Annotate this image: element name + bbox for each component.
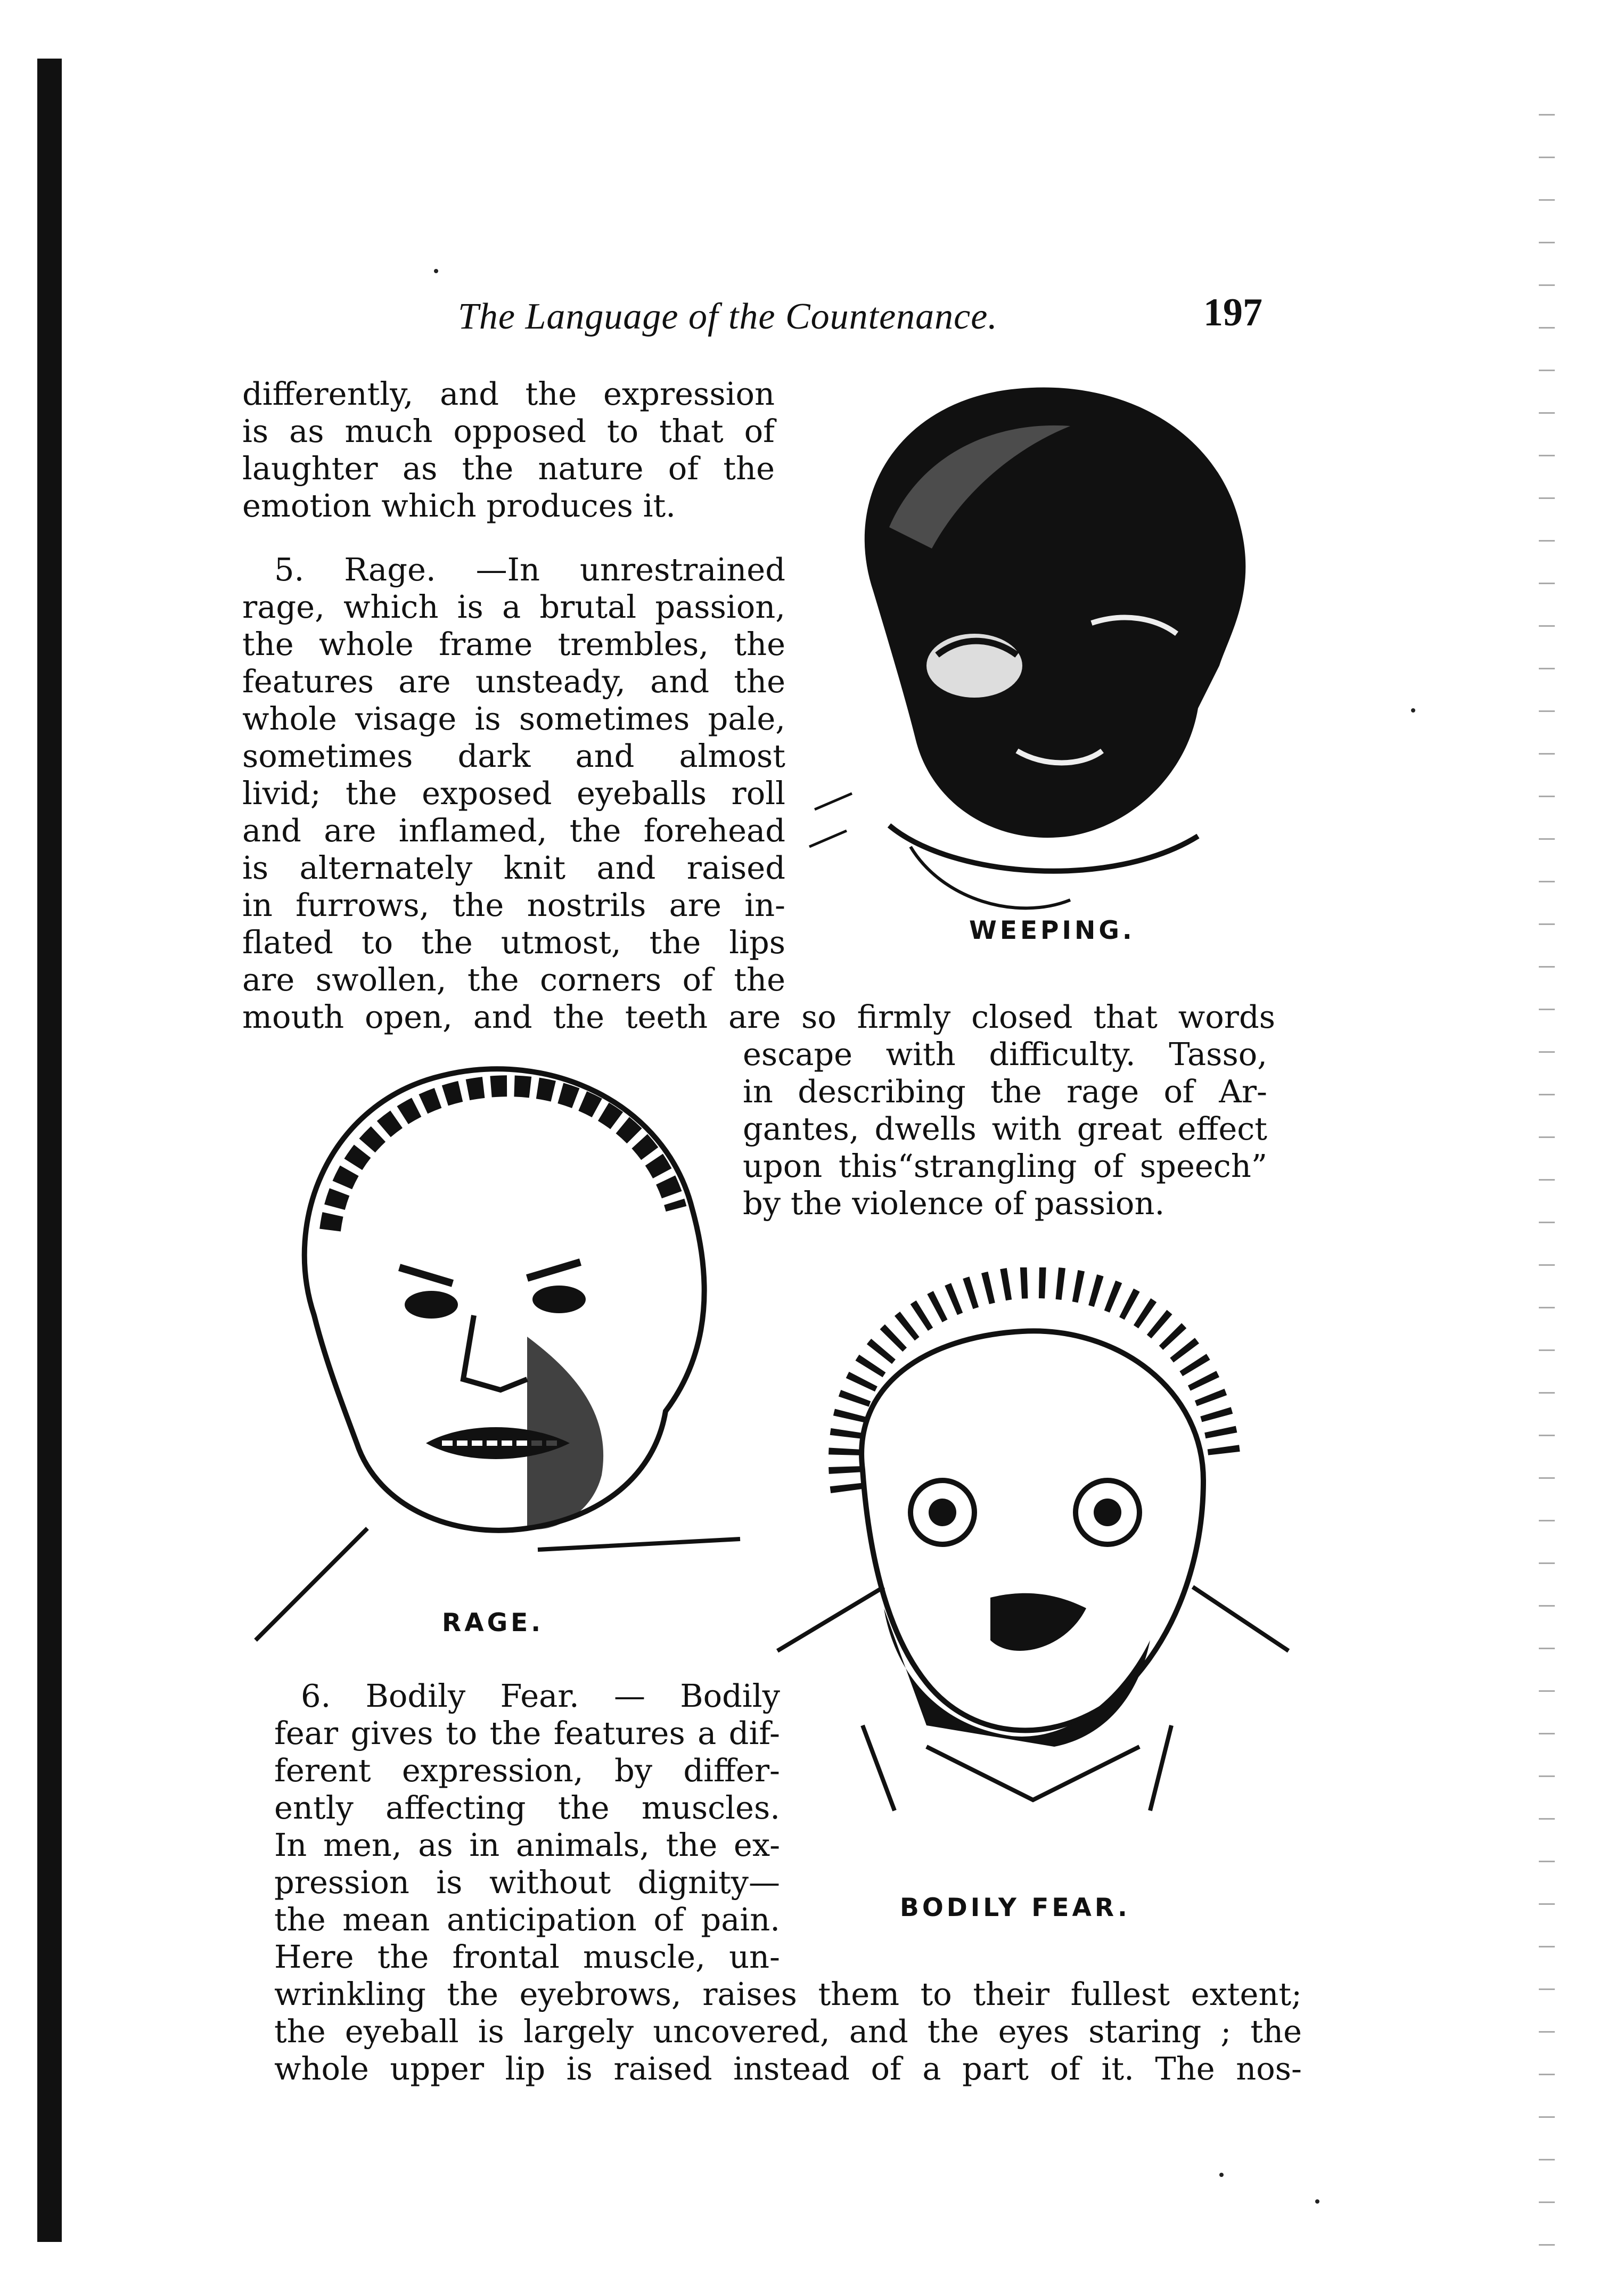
text-line: emotion which produces it.	[242, 487, 676, 524]
text-line: flated to the utmost, the lips	[242, 924, 785, 961]
text-line: In men, as in animals, the ex-	[274, 1827, 780, 1863]
text-line: fear gives to the features a dif-	[274, 1715, 780, 1751]
text-line: are swollen, the corners of the	[242, 961, 785, 998]
rage-engraving	[250, 1038, 751, 1651]
text-line: pression is without dignity—	[274, 1864, 780, 1901]
paragraph-tasso	[743, 1036, 1267, 1222]
text-line: the mean anticipation of pain.	[274, 1901, 780, 1938]
text-line: 5. Rage. —In unrestrained	[274, 551, 785, 588]
running-header	[458, 291, 1262, 338]
page-edge-noise	[1539, 96, 1555, 2279]
bodily-fear-caption: BODILY FEAR.	[900, 1893, 1130, 1922]
text-line: in describing the rage of Ar-	[743, 1073, 1267, 1110]
running-title: The Language of the Countenance.	[458, 296, 998, 337]
figure-rage	[250, 1038, 751, 1651]
text-line: features are unsteady, and the	[242, 663, 785, 700]
text-line: ferent expression, by differ-	[274, 1752, 780, 1789]
rage-caption: RAGE.	[442, 1608, 544, 1638]
text-line: in furrows, the nostrils are in-	[242, 887, 785, 923]
speck	[434, 269, 438, 273]
figure-bodily-fear	[767, 1267, 1294, 1922]
text-line: by the violence of passion.	[743, 1185, 1165, 1222]
figure-weeping	[793, 367, 1278, 945]
text-line: whole visage is sometimes pale,	[242, 700, 785, 737]
text-line: the whole frame trembles, the	[242, 626, 785, 662]
weeping-caption: WEEPING.	[969, 916, 1135, 945]
paragraph-bodily-fear	[274, 1677, 1302, 2088]
text-line: whole upper lip is raised instead of a part of it. The nos-	[274, 2050, 1302, 2087]
text-line: is alternately knit and raised	[242, 849, 785, 886]
text-line: ently affecting the muscles.	[274, 1789, 780, 1826]
weeping-engraving	[793, 367, 1278, 932]
text-line: rage, which is a brutal passion,	[242, 588, 785, 625]
bodily-fear-engraving	[767, 1267, 1294, 1843]
paragraph-weeping-end	[242, 375, 775, 525]
text-line: differently, and the expression	[242, 375, 775, 412]
text-line: and are inflamed, the forehead	[242, 812, 785, 849]
page-number: 197	[1203, 291, 1262, 334]
text-line: wrinkling the eyebrows, raises them to their fullest extent;	[274, 1976, 1302, 2012]
text-line: laughter as the nature of the	[242, 450, 775, 487]
text-line: gantes, dwells with great effect	[743, 1110, 1267, 1147]
text-line: upon this“strangling of speech”	[743, 1148, 1267, 1184]
text-line: sometimes dark and almost	[242, 738, 785, 774]
text-line: mouth open, and the teeth are so firmly closed that words	[242, 998, 1275, 1035]
text-line: escape with difficulty. Tasso,	[743, 1036, 1267, 1073]
speck	[1219, 2173, 1224, 2177]
text-line: is as much opposed to that of	[242, 413, 775, 449]
text-line: 6. Bodily Fear. — Bodily	[301, 1677, 780, 1714]
speck	[1411, 708, 1415, 713]
binding-shadow	[37, 59, 62, 2242]
speck	[1315, 2199, 1319, 2204]
text-line: livid; the exposed eyeballs roll	[242, 775, 785, 812]
text-line: Here the frontal muscle, un-	[274, 1938, 780, 1975]
text-line: the eyeball is largely uncovered, and the eyes staring ; the	[274, 2013, 1302, 2050]
